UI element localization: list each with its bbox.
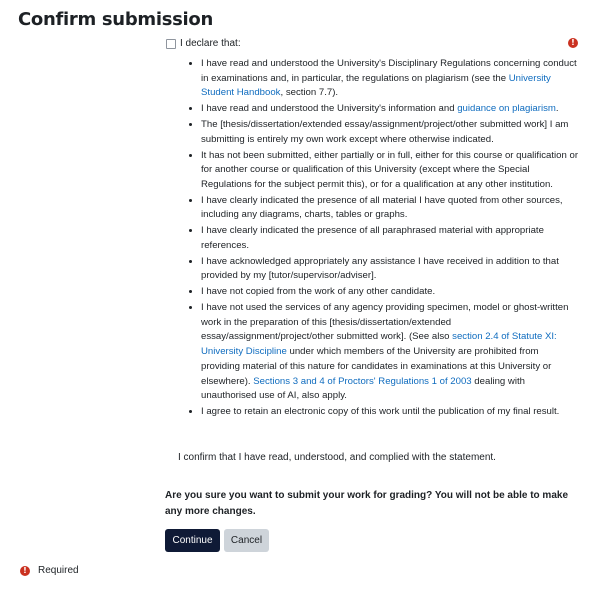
continue-button[interactable]: Continue <box>165 529 220 552</box>
declaration-statement-item <box>201 284 579 300</box>
declaration-statement-item <box>201 117 579 147</box>
statement-text: dealing with unauthorised use of AI, also apply. <box>201 375 525 402</box>
declaration-statement-item <box>201 300 579 404</box>
statement-link[interactable]: University Student Handbook <box>201 72 551 99</box>
required-icon: ! <box>20 566 30 576</box>
declaration-statement-item <box>201 223 579 253</box>
statement-text: I have not copied from the work of any other candidate. <box>201 286 436 298</box>
declaration-statement-item <box>201 56 579 101</box>
statement-link[interactable]: section 2.4 of Statute XI: University Discipline <box>201 331 557 358</box>
declaration-statement-item <box>201 193 579 223</box>
confirm-statement-text: I confirm that I have read, understood, and complied with the statement. <box>178 452 496 463</box>
statement-text: The [thesis/dissertation/extended essay/assignment/project/other submitted work] I am submitting is entirely my own work except where otherwise indicated. <box>201 119 569 145</box>
statement-text: I have clearly indicated the presence of all paraphrased material with appropriate references. <box>201 225 544 251</box>
statement-text: , section 7.7). <box>280 87 339 99</box>
required-legend <box>20 565 79 576</box>
cancel-button[interactable]: Cancel <box>224 529 269 552</box>
statement-text: I have read and understood the University's information and <box>201 103 458 115</box>
declaration-checkbox-label: I declare that: <box>180 38 241 49</box>
statement-link[interactable]: Sections 3 and 4 of Proctors' Regulations 1 of 2003 <box>253 375 472 387</box>
statement-text: I have acknowledged appropriately any assistance I have received in addition to that provided by my [tutor/supervisor/adviser]. <box>201 255 559 282</box>
statement-text: It has not been submitted, either partially or in full, either for this course or qualification or for another course or qualification of this University (except where the Special Regulations for the subject permit this), or for a qualification at any other institution. <box>201 149 579 190</box>
required-label: Required <box>38 565 79 576</box>
statement-text: I have clearly indicated the presence of all material I have quoted from other sources, including any diagrams, charts, tables or graphs. <box>201 194 563 221</box>
declaration-statement-item <box>201 254 579 284</box>
statement-text: I have read and understood the University's Disciplinary Regulations concerning conduct in examinations and, in particular, the regulations on plagiarism (see the <box>201 58 577 84</box>
declaration-checkbox[interactable] <box>166 39 176 49</box>
submit-confirmation-question: Are you sure you want to submit your work for grading? You will not be able to make any more changes. <box>165 490 569 517</box>
statement-text: under which members of the University are prohibited from providing material of this nature for candidates in examinations at this University or elsewhere). <box>201 346 552 387</box>
declaration-statement-item <box>201 148 579 193</box>
required-icon: ! <box>568 38 578 48</box>
declaration-statement-list <box>188 56 579 420</box>
statement-text: . <box>555 103 559 115</box>
statement-text: I agree to retain an electronic copy of this work until the publication of my final result. <box>201 406 560 418</box>
statement-link[interactable]: guidance on plagiarism <box>457 103 556 115</box>
statement-text: I have not used the services of any agency providing specimen, model or ghost-written work in the preparation of this [thesis/dissertation/extended essay/assignment/project/other submitted work]. (See also <box>201 302 569 343</box>
page-title: Confirm submission <box>18 9 214 30</box>
declaration-checkbox-row[interactable] <box>166 38 241 49</box>
declaration-statement-item <box>201 101 579 117</box>
declaration-statement-item <box>201 404 579 420</box>
